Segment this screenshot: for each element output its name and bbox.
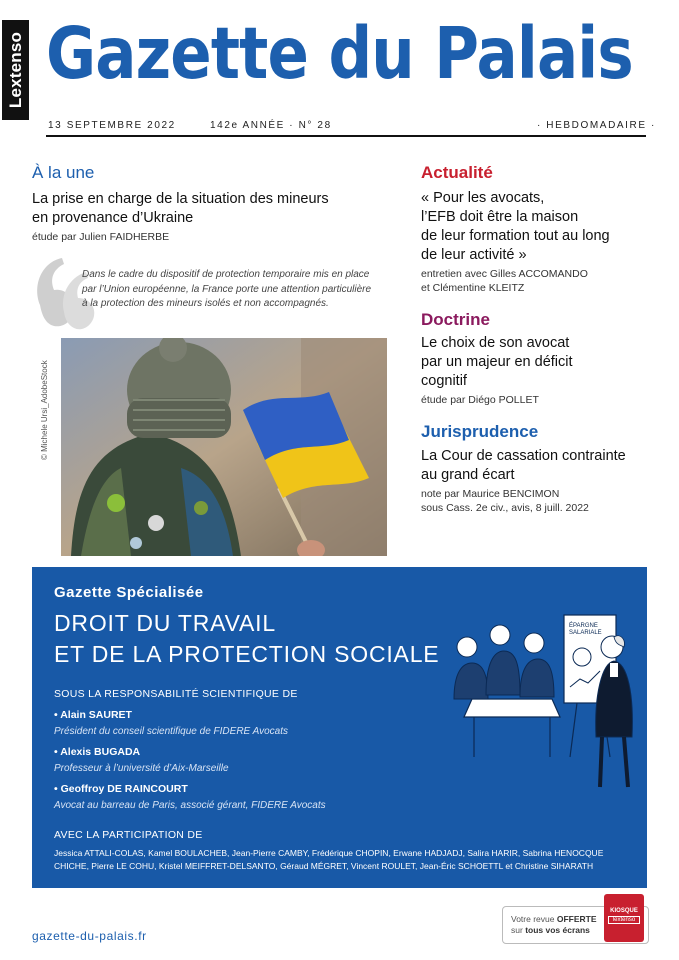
kiosque-text-2: sur <box>511 925 523 935</box>
actualite-headline-line-2[interactable]: l’EFB doit être la maison <box>421 209 579 225</box>
promo-person-role: Avocat au barreau de Paris, associé gérant, FIDERE Avocats <box>54 800 326 811</box>
promo-person-name: • Alain SAURET <box>54 709 132 721</box>
kiosque-badge-brand: lextenso <box>608 916 640 924</box>
jurisprudence-headline-line-2[interactable]: au grand écart <box>421 467 515 483</box>
gazette-specialisee-promo[interactable] <box>32 567 647 888</box>
une-quote <box>82 268 392 312</box>
promo-participants-line-2: CHICHE, Pierre LE COHU, Kristel MEIFFRET-DELSANTO, Géraud MÉGRET, Vincent ROULET, Jean-Éric SCHOETTL et Christine SIHARATH <box>54 861 594 871</box>
masthead-title: Gazette du Palais <box>46 12 633 95</box>
section-doctrine: Doctrine <box>421 310 490 329</box>
issue-number: 142e ANNÉE · N° 28 <box>210 120 332 131</box>
kiosque-lextenso-badge <box>604 894 644 942</box>
section-a-la-une: À la une <box>32 163 95 182</box>
actualite-byline-2: et Clémentine KLEITZ <box>421 282 525 294</box>
kiosque-offer-text <box>511 914 597 936</box>
promo-person-role: Professeur à l’université d’Aix-Marseille <box>54 763 229 774</box>
promo-label: Gazette Spécialisée <box>54 584 204 601</box>
actualite-headline-line-4[interactable]: de leur activité » <box>421 247 527 263</box>
une-headline-line-1[interactable]: La prise en charge de la situation des mineurs <box>32 191 329 207</box>
photo-credit: © Michele Ursi_AdobeStock <box>40 360 49 460</box>
masthead-rule <box>46 135 646 137</box>
promo-title-line-2: ET DE LA PROTECTION SOCIALE <box>54 641 440 667</box>
kiosque-all-screens: tous vos écrans <box>525 925 590 935</box>
une-quote-line-2: par l’Union européenne, la France porte une attention particulière <box>82 283 372 295</box>
promo-title <box>54 608 439 670</box>
board-text: ÉPARGNE <box>569 623 598 629</box>
doctrine-headline-line-2[interactable]: par un majeur en déficit <box>421 354 573 370</box>
issue-date: 13 SEPTEMBRE 2022 <box>48 120 176 131</box>
website-link[interactable]: gazette-du-palais.fr <box>32 929 147 943</box>
jurisprudence-headline-line-1[interactable]: La Cour de cassation contrainte <box>421 448 626 464</box>
une-photo <box>61 338 387 556</box>
doctrine-byline: étude par Diégo POLLET <box>421 394 539 406</box>
kiosque-offer-banner[interactable] <box>502 906 649 944</box>
promo-person-role: Président du conseil scientifique de FIDERE Avocats <box>54 726 289 737</box>
promo-participants <box>54 847 629 873</box>
kiosque-badge-label: KIOSQUE <box>610 908 638 914</box>
actualite-headline-line-1[interactable]: « Pour les avocats, <box>421 190 545 206</box>
promo-responsibility-heading: SOUS LA RESPONSABILITÉ SCIENTIFIQUE DE <box>54 688 298 700</box>
svg-text:SALARIALE: SALARIALE <box>569 630 602 636</box>
une-quote-line-3: à la protection des mineurs isolés et non accompagnés. <box>82 298 329 309</box>
section-actualite: Actualité <box>421 163 493 182</box>
promo-participants-line-1: Jessica ATTALI-COLAS, Kamel BOULACHEB, Jean-Pierre CAMBY, Frédérique CHOPIN, Erwane HADJADJ, Salira HARIR, Sabrina HENOCQUE <box>54 848 604 858</box>
une-headline-line-2[interactable]: en provenance d’Ukraine <box>32 210 194 226</box>
doctrine-headline-line-3[interactable]: cognitif <box>421 373 467 389</box>
lextenso-side-logo <box>2 20 29 120</box>
lextenso-label: Lextenso <box>5 31 25 109</box>
promo-person-name: • Alexis BUGADA <box>54 746 141 758</box>
meeting-illustration <box>442 607 642 797</box>
actualite-byline-1: entretien avec Gilles ACCOMANDO <box>421 268 588 280</box>
doctrine-headline-line-1[interactable]: Le choix de son avocat <box>421 335 570 351</box>
une-byline: étude par Julien FAIDHERBE <box>32 231 170 243</box>
issue-frequency: · HEBDOMADAIRE · <box>537 120 656 131</box>
promo-participation-heading: AVEC LA PARTICIPATION DE <box>54 829 203 841</box>
promo-title-line-1: DROIT DU TRAVAIL <box>54 610 276 636</box>
section-jurisprudence: Jurisprudence <box>421 422 539 441</box>
promo-person-name: • Geoffroy DE RAINCOURT <box>54 783 188 795</box>
jurisprudence-byline-2: sous Cass. 2e civ., avis, 8 juill. 2022 <box>421 502 589 514</box>
kiosque-offer-word: OFFERTE <box>556 914 597 924</box>
actualite-headline-line-3[interactable]: de leur formation tout au long <box>421 228 610 244</box>
jurisprudence-byline-1: note par Maurice BENCIMON <box>421 488 560 500</box>
une-quote-line-1: Dans le cadre du dispositif de protection temporaire mis en place <box>82 269 370 280</box>
kiosque-text-1: Votre revue <box>511 914 555 924</box>
